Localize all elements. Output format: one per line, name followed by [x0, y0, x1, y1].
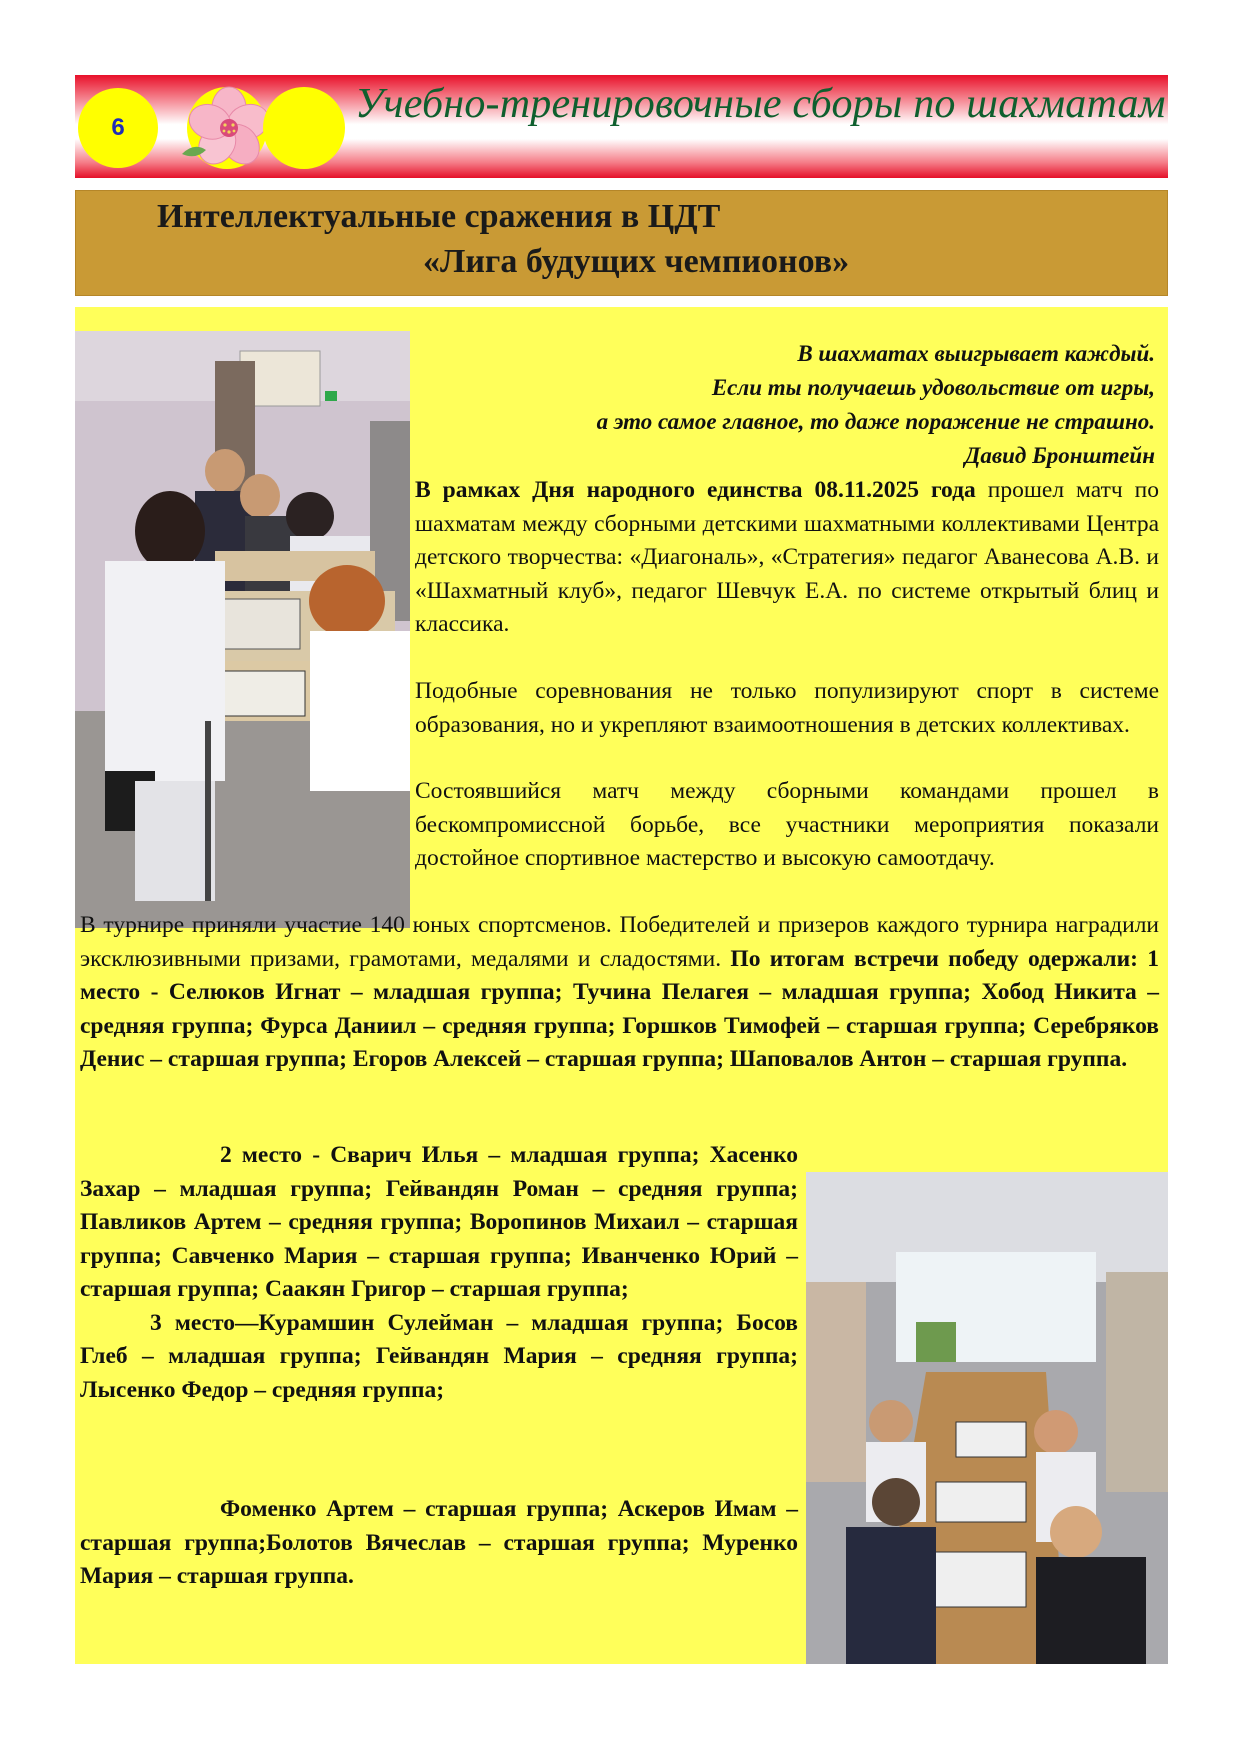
article-title-line-1: Интеллектуальные сражения в ЦДТ	[157, 198, 721, 235]
results-intro: В турнире приняли участие 140 юных спортсменов. Победителей и призеров каждого турнира наградили эксклюзивными призами, грамотами, медалями и сладостями.	[80, 912, 1159, 972]
paragraph-2: Подобные соревнования не только популизируют спорт в системе образования, но и укрепляют взаимоотношения в детских коллективах.	[415, 678, 1159, 738]
decor-circle	[263, 87, 345, 169]
intro-text: прошел матч по шахматам между сборными детскими шахматными коллективами Центра детского творчества: «Диагональ», «Стратегия» педагог Аванесова А.В. и «Шахматный клуб», педагог Шевчук Е.А. по системе открытый блиц и классика.	[415, 477, 1159, 637]
article-title-line-2: «Лига будущих чемпионов»	[423, 243, 850, 280]
chess-tournament-photo-2	[806, 1172, 1168, 1664]
chess-tournament-photo-1	[75, 331, 410, 928]
epigraph	[415, 337, 1155, 473]
paragraph-intro	[415, 474, 1159, 642]
page-number: 6	[111, 114, 125, 141]
page-number-badge	[78, 88, 158, 168]
paragraph-results	[80, 909, 1159, 1077]
third-place-list-continued: Фоменко Артем – старшая группа; Аскеров Имам – старшая группа;Болотов Вячеслав – старшая группа; Муренко Мария – старшая группа.	[80, 1496, 798, 1589]
epigraph-line: Если ты получаешь удовольствие от игры,	[711, 375, 1155, 400]
paragraph-places	[80, 1139, 798, 1407]
header-title: Учебно-тренировочные сборы по шахматам	[355, 81, 1166, 127]
epigraph-line: В шахматах выигрывает каждый.	[797, 341, 1155, 366]
first-place-list: По итогам встречи победу одержали: 1 место - Селюков Игнат – младшая группа; Тучина Пелагея – младшая группа; Хобод Никита – средняя группа; Фурса Даниил – средняя группа; Горшков Тимофей – старшая группа; Серебряков Денис – старшая группа; Егоров Алексей – старшая группа; Шаповалов Антон – старшая группа.	[80, 945, 1159, 1072]
epigraph-line: а это самое главное, то даже поражение не страшно.	[596, 409, 1155, 434]
epigraph-author: Давид Бронштейн	[964, 443, 1155, 468]
intro-bold: В рамках Дня народного единства 08.11.2025 года	[415, 477, 976, 503]
second-place-list: 2 место - Сварич Илья – младшая группа; Хасенко Захар – младшая группа; Гейвандян Роман – средняя группа; Павликов Артем – средняя группа; Воропинов Михаил – старшая группа; Савченко Мария – старшая группа; Иванченко Юрий – старшая группа; Саакян Григор – старшая группа;	[80, 1142, 798, 1302]
paragraph-3: Состоявшийся матч между сборными командами прошел в бескомпромиссной борьбе, все участники мероприятия показали достойное спортивное мастерство и высокую самоотдачу.	[415, 778, 1159, 871]
third-place-list: 3 место—Курамшин Сулейман – младшая группа; Босов Глеб – младшая группа; Гейвандян Мария – средняя группа; Лысенко Федор – средняя группа;	[80, 1309, 798, 1403]
